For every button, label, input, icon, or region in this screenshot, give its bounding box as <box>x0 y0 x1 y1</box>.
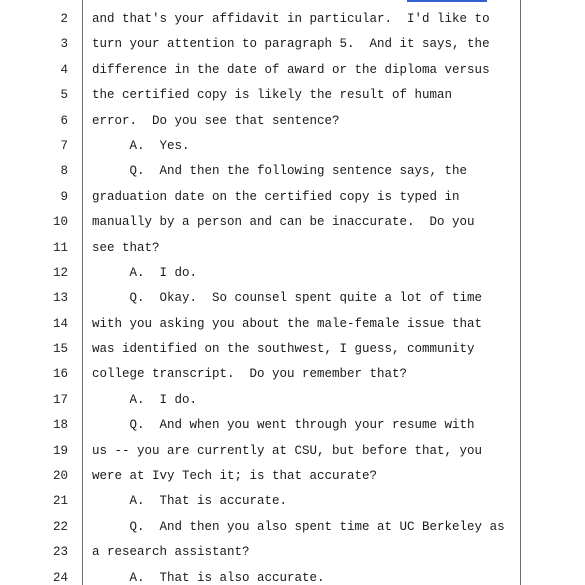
line-text: A. I do. <box>92 392 198 407</box>
transcript-line <box>0 210 585 235</box>
line-number: 24 <box>52 570 68 585</box>
line-text: a research assistant? <box>92 545 250 560</box>
line-text: us -- you are currently at CSU, but before that, you <box>92 443 483 458</box>
transcript-line <box>0 439 585 464</box>
transcript-line <box>0 185 585 210</box>
transcript-line <box>0 337 585 362</box>
transcript-line <box>0 109 585 134</box>
line-number: 7 <box>60 138 68 153</box>
line-number: 16 <box>52 367 68 382</box>
line-number: 3 <box>60 37 68 52</box>
line-text: graduation date on the certified copy is typed in <box>92 189 460 204</box>
transcript-line <box>0 413 585 438</box>
line-text: A. That is also accurate. <box>92 570 325 585</box>
line-text: the certified copy is likely the result of human <box>92 88 453 103</box>
highlight-mark <box>407 0 487 2</box>
line-number: 15 <box>52 342 68 357</box>
transcript-lines <box>0 7 585 585</box>
line-text: with you asking you about the male-female issue that <box>92 316 483 331</box>
line-number: 2 <box>60 12 68 26</box>
transcript-line <box>0 159 585 184</box>
line-number: 4 <box>60 62 68 77</box>
transcript-line <box>0 286 585 311</box>
line-text: error. Do you see that sentence? <box>92 113 340 128</box>
line-text: Q. Okay. So counsel spent quite a lot of time <box>92 291 483 306</box>
transcript-line <box>0 134 585 159</box>
line-text: and that's your affidavit in particular. I'd like to <box>92 12 490 26</box>
line-number: 18 <box>52 418 68 433</box>
transcript-line <box>0 388 585 413</box>
line-text: Q. And then the following sentence says, the <box>92 164 468 179</box>
line-text: manually by a person and can be inaccurate. Do you <box>92 215 475 230</box>
line-number: 11 <box>52 240 68 255</box>
transcript-line <box>0 566 585 585</box>
line-number: 10 <box>52 215 68 230</box>
line-number: 8 <box>60 164 68 179</box>
line-text: A. Yes. <box>92 138 190 153</box>
line-text: was identified on the southwest, I guess, community <box>92 342 475 357</box>
line-number: 20 <box>52 469 68 484</box>
transcript-line <box>0 362 585 387</box>
transcript-line <box>0 32 585 57</box>
transcript-line <box>0 540 585 565</box>
transcript-line <box>0 7 585 32</box>
line-text: were at Ivy Tech it; is that accurate? <box>92 469 378 484</box>
transcript-line <box>0 261 585 286</box>
transcript-line <box>0 489 585 514</box>
line-number: 14 <box>52 316 68 331</box>
line-text: A. I do. <box>92 265 198 280</box>
line-text: difference in the date of award or the diploma versus <box>92 62 490 77</box>
line-number: 19 <box>52 443 68 458</box>
line-text: A. That is accurate. <box>92 494 288 509</box>
line-text: see that? <box>92 240 160 255</box>
transcript-line <box>0 58 585 83</box>
transcript-line <box>0 83 585 108</box>
transcript-line <box>0 312 585 337</box>
line-number: 9 <box>60 189 68 204</box>
transcript-line <box>0 236 585 261</box>
line-number: 12 <box>52 265 68 280</box>
line-number: 17 <box>52 392 68 407</box>
line-number: 6 <box>60 113 68 128</box>
line-text: Q. And when you went through your resume with <box>92 418 475 433</box>
transcript-line <box>0 515 585 540</box>
line-number: 13 <box>52 291 68 306</box>
line-text: Q. And then you also spent time at UC Berkeley as <box>92 519 505 534</box>
line-text: college transcript. Do you remember that? <box>92 367 408 382</box>
line-number: 5 <box>60 88 68 103</box>
line-text: turn your attention to paragraph 5. And it says, the <box>92 37 490 52</box>
line-number: 21 <box>52 494 68 509</box>
line-number: 23 <box>52 545 68 560</box>
line-number: 22 <box>52 519 68 534</box>
transcript-line <box>0 464 585 489</box>
